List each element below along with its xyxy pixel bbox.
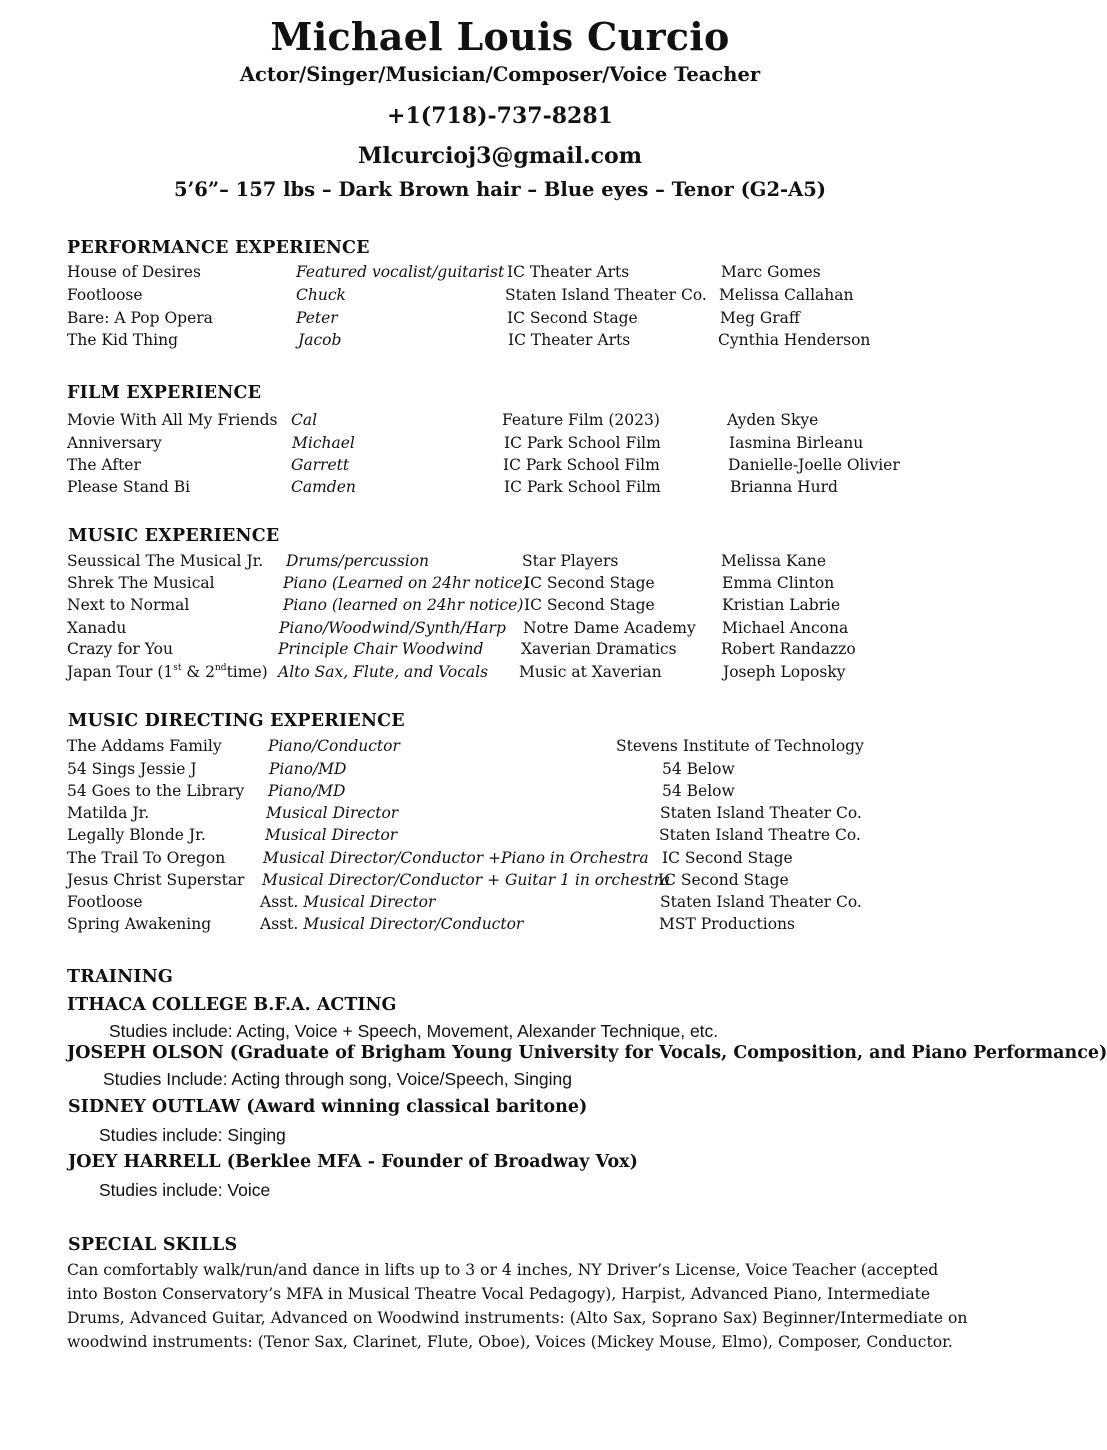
venue: Stevens Institute of Technology bbox=[616, 737, 864, 755]
position: Musical Director/Conductor + Guitar 1 in orchestra bbox=[262, 871, 671, 889]
resume-name: Michael Louis Curcio bbox=[270, 14, 730, 59]
venue: IC Second Stage bbox=[524, 596, 655, 614]
role: Garrett bbox=[291, 456, 350, 474]
director: Brianna Hurd bbox=[730, 478, 838, 496]
role: Featured vocalist/guitarist bbox=[296, 263, 505, 281]
venue: Music at Xaverian bbox=[519, 663, 662, 681]
venue: Staten Island Theater Co. bbox=[660, 804, 862, 822]
film-title: The After bbox=[67, 456, 141, 474]
show-title: Shrek The Musical bbox=[67, 574, 215, 592]
role: Chuck bbox=[296, 286, 346, 304]
instrument: Principle Chair Woodwind bbox=[278, 640, 484, 658]
show-title: Footloose bbox=[67, 286, 143, 304]
physical-stats: 5’6”– 157 lbs – Dark Brown hair – Blue eyes – Tenor (G2-A5) bbox=[173, 178, 827, 201]
role: Michael bbox=[292, 434, 355, 452]
instrument: Alto Sax, Flute, and Vocals bbox=[278, 663, 489, 681]
training-detail: Studies include: Singing bbox=[99, 1125, 286, 1145]
skills-paragraph: Can comfortably walk/run/and dance in lifts up to 3 or 4 inches, NY Driver’s License, Voice Teacher (accepted into Boston Conservatory’s MFA in Musical Theatre Vocal Pedagogy), Harpist, Advanced Piano, Intermediate Drums, Advanced Guitar, Advanced on Woodwind instruments: (Alto Sax, Soprano Sax) Beginner/Intermediate on woodwind instruments: (Tenor Sax, Clarinet, Flute, Oboe), Voices (Mickey Mouse, Elmo), Composer, Conductor. bbox=[67, 1261, 968, 1351]
venue: IC Second Stage bbox=[658, 871, 789, 889]
training-heading: ITHACA COLLEGE B.F.A. ACTING bbox=[67, 995, 397, 1015]
director: Robert Randazzo bbox=[721, 640, 856, 658]
production: IC Park School Film bbox=[504, 478, 661, 496]
show-title: Bare: A Pop Opera bbox=[67, 309, 213, 327]
director: Michael Ancona bbox=[722, 619, 849, 637]
director: Emma Clinton bbox=[722, 574, 835, 592]
position: Piano/MD bbox=[268, 782, 346, 800]
director: Ayden Skye bbox=[727, 411, 819, 429]
training-heading: SIDNEY OUTLAW (Award winning classical baritone) bbox=[68, 1097, 588, 1117]
instrument: Piano/Woodwind/Synth/Harp bbox=[279, 619, 506, 637]
venue: Notre Dame Academy bbox=[523, 619, 696, 637]
position bbox=[260, 893, 435, 911]
role: Cal bbox=[291, 411, 318, 429]
section-title-music: MUSIC EXPERIENCE bbox=[68, 526, 280, 546]
director: Melissa Kane bbox=[721, 552, 827, 570]
show-title: The Kid Thing bbox=[67, 331, 178, 349]
japan-tour-sup-1: st bbox=[173, 662, 182, 673]
resume-subtitle: Actor/Singer/Musician/Composer/Voice Teacher bbox=[239, 63, 761, 86]
section-title-performance: PERFORMANCE EXPERIENCE bbox=[67, 238, 370, 258]
show-title: Crazy for You bbox=[67, 640, 173, 658]
director: Meg Graff bbox=[720, 309, 800, 327]
role: Peter bbox=[296, 309, 338, 327]
venue: Star Players bbox=[522, 552, 619, 570]
position bbox=[260, 915, 523, 933]
position: Musical Director/Conductor +Piano in Orchestra bbox=[263, 849, 649, 867]
venue: IC Second Stage bbox=[662, 849, 793, 867]
instrument: Piano (learned on 24hr notice) bbox=[283, 596, 524, 614]
position: Musical Director bbox=[265, 826, 398, 844]
training-heading: JOSEPH OLSON (Graduate of Brigham Young University for Vocals, Composition, and Piano Performance) bbox=[67, 1043, 1107, 1063]
show-title: Matilda Jr. bbox=[67, 804, 150, 822]
training-detail: Studies include: Acting, Voice + Speech, Movement, Alexander Technique, etc. bbox=[109, 1021, 719, 1041]
japan-tour-post: time) bbox=[226, 663, 268, 681]
venue: IC Second Stage bbox=[524, 574, 655, 592]
role: Camden bbox=[291, 478, 356, 496]
position: Musical Director bbox=[266, 804, 399, 822]
show-title bbox=[67, 663, 268, 681]
show-title: The Trail To Oregon bbox=[67, 849, 226, 867]
japan-tour-pre: Japan Tour (1 bbox=[67, 663, 174, 681]
training-detail: Studies include: Voice bbox=[99, 1180, 271, 1200]
venue: 54 Below bbox=[662, 782, 735, 800]
film-title: Anniversary bbox=[67, 434, 162, 452]
position: Piano/MD bbox=[269, 760, 347, 778]
venue: Staten Island Theater Co. bbox=[660, 893, 862, 911]
venue: IC Second Stage bbox=[507, 309, 638, 327]
position: Piano/Conductor bbox=[268, 737, 400, 755]
instrument: Piano (Learned on 24hr notice) bbox=[283, 574, 529, 592]
venue: 54 Below bbox=[662, 760, 735, 778]
film-title: Movie With All My Friends bbox=[67, 411, 278, 429]
training-detail: Studies Include: Acting through song, Voice/Speech, Singing bbox=[103, 1069, 572, 1089]
section-title-training: TRAINING bbox=[67, 967, 174, 987]
director: Melissa Callahan bbox=[719, 286, 854, 304]
venue: MST Productions bbox=[659, 915, 795, 933]
venue: Staten Island Theatre Co. bbox=[659, 826, 861, 844]
show-title: Spring Awakening bbox=[67, 915, 212, 933]
asst-prefix: Asst. bbox=[260, 893, 304, 911]
show-title: Next to Normal bbox=[67, 596, 190, 614]
role: Jacob bbox=[298, 331, 342, 349]
position-title: Musical Director bbox=[303, 893, 436, 911]
director: Marc Gomes bbox=[721, 263, 821, 281]
section-title-directing: MUSIC DIRECTING EXPERIENCE bbox=[68, 711, 405, 731]
training-heading: JOEY HARRELL (Berklee MFA - Founder of Broadway Vox) bbox=[68, 1152, 638, 1172]
show-title: 54 Goes to the Library bbox=[67, 782, 245, 800]
production: IC Park School Film bbox=[504, 434, 661, 452]
director: Joseph Loposky bbox=[723, 663, 846, 681]
japan-tour-mid: & 2 bbox=[181, 663, 215, 681]
asst-prefix: Asst. bbox=[260, 915, 304, 933]
show-title: The Addams Family bbox=[67, 737, 222, 755]
director: Danielle-Joelle Olivier bbox=[728, 456, 900, 474]
section-title-skills: SPECIAL SKILLS bbox=[68, 1235, 238, 1255]
director: Cynthia Henderson bbox=[718, 331, 871, 349]
show-title: Jesus Christ Superstar bbox=[67, 871, 245, 889]
venue: Staten Island Theater Co. bbox=[505, 286, 707, 304]
show-title: 54 Sings Jessie J bbox=[67, 760, 197, 778]
show-title: Xanadu bbox=[67, 619, 127, 637]
show-title: Legally Blonde Jr. bbox=[67, 826, 206, 844]
section-title-film: FILM EXPERIENCE bbox=[67, 383, 262, 403]
show-title: House of Desires bbox=[67, 263, 201, 281]
show-title: Footloose bbox=[67, 893, 143, 911]
japan-tour-sup-2: nd bbox=[215, 662, 227, 673]
production: Feature Film (2023) bbox=[502, 411, 660, 429]
film-title: Please Stand Bi bbox=[67, 478, 191, 496]
venue: IC Theater Arts bbox=[507, 263, 630, 281]
phone-number: +1(718)-737-8281 bbox=[387, 103, 613, 129]
email-address: Mlcurcioj3@gmail.com bbox=[357, 143, 643, 169]
venue: Xaverian Dramatics bbox=[521, 640, 677, 658]
instrument: Drums/percussion bbox=[286, 552, 430, 570]
production: IC Park School Film bbox=[503, 456, 660, 474]
show-title: Seussical The Musical Jr. bbox=[67, 552, 264, 570]
venue: IC Theater Arts bbox=[508, 331, 631, 349]
director: Kristian Labrie bbox=[722, 596, 841, 614]
director: Iasmina Birleanu bbox=[729, 434, 864, 452]
position-title: Musical Director/Conductor bbox=[303, 915, 524, 933]
